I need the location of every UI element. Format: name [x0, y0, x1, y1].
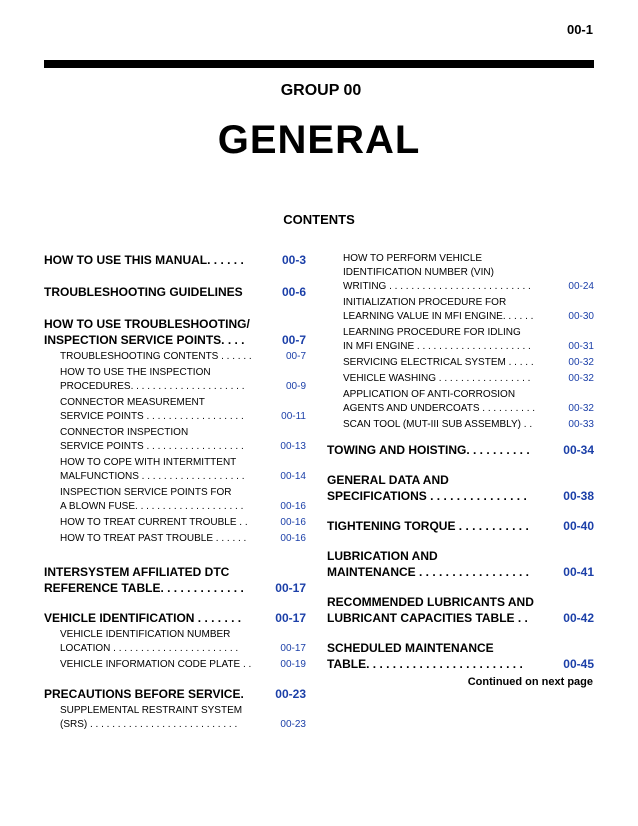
page-number: 00-1 [566, 22, 593, 37]
header-rule [44, 60, 594, 68]
toc-entry-label: HOW TO TREAT CURRENT TROUBLE . . [60, 517, 248, 528]
toc-entry-label: TIGHTENING TORQUE . . . . . . . . . . . [327, 519, 529, 533]
toc-entry[interactable] [44, 486, 306, 514]
toc-page-link[interactable]: 00-19 [280, 659, 306, 670]
group-heading [0, 82, 638, 100]
contents-heading: CONTENTS [283, 212, 355, 227]
toc-entry-label: VEHICLE WASHING . . . . . . . . . . . . . . . . . [343, 373, 531, 384]
toc-page-link[interactable]: 00-38 [563, 489, 594, 503]
toc-page-link[interactable]: 00-45 [563, 657, 594, 671]
toc-entry[interactable] [327, 296, 594, 324]
toc-entry-label: TOWING AND HOISTING. . . . . . . . . . [327, 443, 530, 457]
toc-page-link[interactable]: 00-7 [285, 351, 306, 362]
toc-page-link[interactable]: 00-23 [275, 687, 306, 701]
toc-page-link[interactable]: 00-16 [280, 501, 306, 512]
toc-page-link[interactable]: 00-42 [563, 611, 594, 625]
toc-entry-label: VEHICLE IDENTIFICATION NUMBER LOCATION . . . . . . . . . . . . . . . . . . . . . . . [60, 629, 239, 654]
toc-page-link[interactable]: 00-14 [280, 471, 306, 482]
toc-entry[interactable] [327, 548, 594, 580]
toc-page-link[interactable]: 00-11 [281, 411, 306, 422]
toc-entry-label: LUBRICATION AND MAINTENANCE . . . . . . . . . . . . . . . . . [327, 549, 530, 579]
toc-page-link[interactable]: 00-33 [568, 419, 594, 430]
toc-entry-label: PRECAUTIONS BEFORE SERVICE. [44, 687, 244, 701]
toc-page-link[interactable]: 00-16 [280, 533, 306, 544]
toc-entry-label: LEARNING PROCEDURE FOR IDLING IN MFI ENGINE . . . . . . . . . . . . . . . . . . . . . [343, 327, 531, 352]
toc-entry[interactable] [44, 704, 306, 732]
toc-entry[interactable] [44, 252, 306, 268]
toc-page-link[interactable]: 00-7 [281, 333, 306, 347]
toc-entry-label: INSPECTION SERVICE POINTS FOR A BLOWN FUSE. . . . . . . . . . . . . . . . . . . . [60, 487, 244, 512]
toc-entry[interactable] [44, 316, 306, 348]
toc-entry[interactable] [327, 594, 594, 626]
toc-page-link[interactable]: 00-40 [563, 519, 594, 533]
toc-entry[interactable] [44, 532, 306, 546]
page-title: GENERAL [217, 118, 421, 162]
toc-entry[interactable] [327, 388, 594, 416]
toc-page-link[interactable]: 00-32 [568, 357, 594, 368]
toc-entry-label: SCHEDULED MAINTENANCE TABLE. . . . . . . . . . . . . . . . . . . . . . . . [327, 641, 523, 671]
toc-entry[interactable] [44, 284, 306, 300]
toc-page-link[interactable]: 00-41 [563, 565, 594, 579]
toc-left-column [44, 252, 306, 732]
toc-page-link[interactable]: 00-32 [568, 373, 594, 384]
toc-entry[interactable] [327, 442, 594, 458]
toc-entry-label: HOW TO USE THIS MANUAL. . . . . . [44, 253, 244, 267]
toc-entry-label: HOW TO COPE WITH INTERMITTENT MALFUNCTIONS . . . . . . . . . . . . . . . . . . . [60, 457, 245, 482]
toc-entry-label: TROUBLESHOOTING CONTENTS . . . . . . [60, 351, 252, 362]
toc-entry[interactable] [44, 628, 306, 656]
toc-page-link[interactable]: 00-30 [568, 311, 594, 322]
toc-page-link[interactable]: 00-17 [275, 611, 306, 625]
toc-page-link[interactable]: 00-16 [280, 517, 306, 528]
toc-page-link[interactable]: 00-24 [568, 281, 594, 292]
toc-entry[interactable] [44, 456, 306, 484]
toc-page-link[interactable]: 00-23 [280, 719, 306, 730]
toc-page-link[interactable]: 00-9 [285, 381, 306, 392]
toc-entry[interactable] [44, 686, 306, 702]
toc-entry-label: VEHICLE INFORMATION CODE PLATE . . [60, 659, 252, 670]
toc-entry-label: GENERAL DATA AND SPECIFICATIONS . . . . . . . . . . . . . . . [327, 473, 527, 503]
toc-entry[interactable] [44, 396, 306, 424]
toc-entry[interactable] [327, 372, 594, 386]
toc-entry-label: CONNECTOR INSPECTION SERVICE POINTS . . . . . . . . . . . . . . . . . . [60, 427, 244, 452]
continued-note: Continued on next page [467, 676, 593, 688]
toc-entry-label: APPLICATION OF ANTI-CORROSION AGENTS AND UNDERCOATS . . . . . . . . . . [343, 389, 536, 414]
toc-entry[interactable] [44, 350, 306, 364]
toc-entry[interactable] [327, 472, 594, 504]
toc-entry[interactable] [44, 610, 306, 626]
toc-entry[interactable] [44, 564, 306, 596]
toc-entry-label: SCAN TOOL (MUT-III SUB ASSEMBLY) . . [343, 419, 533, 430]
toc-page-link[interactable]: 00-3 [281, 253, 306, 267]
toc-entry[interactable] [44, 426, 306, 454]
toc-right-column [327, 252, 594, 672]
toc-page-link[interactable]: 00-34 [563, 443, 594, 457]
toc-page-link[interactable]: 00-13 [280, 441, 306, 452]
toc-page-link[interactable]: 00-17 [280, 643, 306, 654]
toc-entry-label: VEHICLE IDENTIFICATION . . . . . . . [44, 611, 242, 625]
toc-page-link[interactable]: 00-17 [275, 581, 306, 595]
toc-page-link[interactable]: 00-6 [281, 285, 306, 299]
toc-entry-label: RECOMMENDED LUBRICANTS AND LUBRICANT CAPACITIES TABLE . . [327, 595, 534, 625]
toc-entry[interactable] [44, 366, 306, 394]
toc-entry-label: HOW TO USE THE INSPECTION PROCEDURES. . . . . . . . . . . . . . . . . . . . . [60, 367, 245, 392]
toc-entry[interactable] [44, 516, 306, 530]
toc-entry-label: INITIALIZATION PROCEDURE FOR LEARNING VALUE IN MFI ENGINE. . . . . . [343, 297, 534, 322]
toc-entry[interactable] [327, 418, 594, 432]
toc-entry[interactable] [327, 356, 594, 370]
toc-entry-label: SUPPLEMENTAL RESTRAINT SYSTEM (SRS) . . . . . . . . . . . . . . . . . . . . . . . . . . . [60, 705, 243, 730]
toc-entry-label: HOW TO USE TROUBLESHOOTING/ INSPECTION SERVICE POINTS. . . . [44, 317, 250, 347]
toc-entry[interactable] [327, 326, 594, 354]
toc-entry-label: CONNECTOR MEASUREMENT SERVICE POINTS . . . . . . . . . . . . . . . . . . [60, 397, 244, 422]
toc-page-link[interactable]: 00-31 [568, 341, 594, 352]
toc-entry[interactable] [44, 658, 306, 672]
toc-entry[interactable] [327, 640, 594, 672]
toc-entry-label: HOW TO TREAT PAST TROUBLE . . . . . . [60, 533, 247, 544]
toc-entry-label: SERVICING ELECTRICAL SYSTEM . . . . . [343, 357, 534, 368]
toc-entry-label: TROUBLESHOOTING GUIDELINES [44, 285, 243, 299]
toc-page-link[interactable]: 00-32 [568, 403, 594, 414]
group-label: GROUP 00 [280, 82, 362, 99]
toc-entry-label: INTERSYSTEM AFFILIATED DTC REFERENCE TABLE. . . . . . . . . . . . . [44, 565, 244, 595]
toc-entry[interactable] [327, 518, 594, 534]
toc-entry-label: HOW TO PERFORM VEHICLE IDENTIFICATION NUMBER (VIN) WRITING . . . . . . . . . . . . . . . . . . . . . . . . . . [343, 253, 531, 292]
toc-entry[interactable] [327, 252, 594, 294]
